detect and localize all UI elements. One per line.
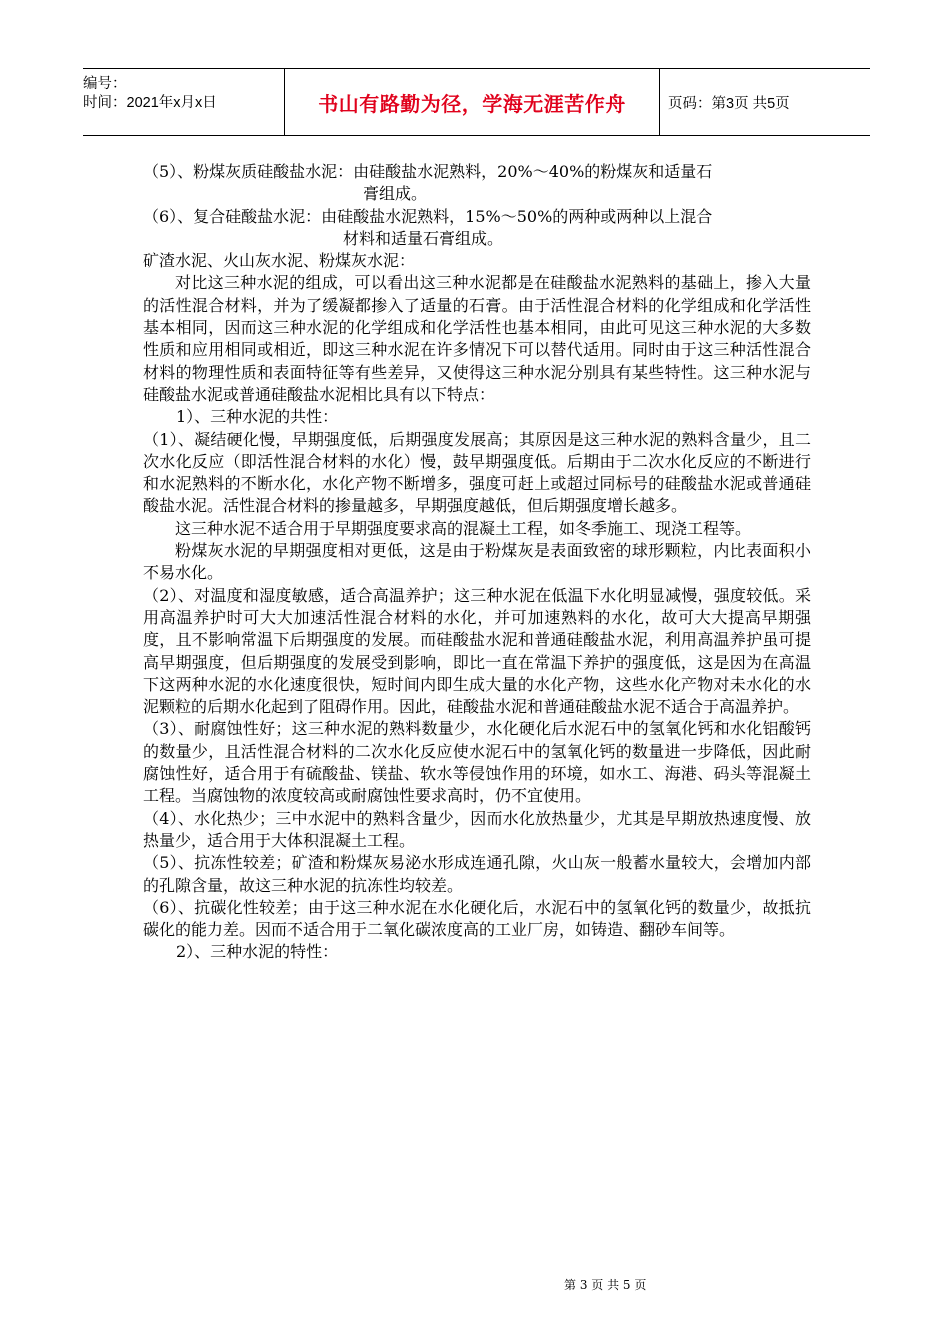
paragraph-item-6-line2: 材料和适量石膏组成。 bbox=[343, 228, 504, 248]
header-motto: 书山有路勤为径，学海无涯苦作舟 bbox=[285, 69, 660, 135]
document-date-label: 时间：2021年x月x日 bbox=[83, 95, 217, 111]
paragraph-intro: 对比这三种水泥的组成，可以看出这三种水泥都是在硅酸盐水泥熟料的基础上，掺入大量的活性混合材料，并为了缓凝都掺入了适量的石膏。由于活性混合材料的化学组成和化学活性基本相同，因而这三种水泥的化学组成和化学活性也基本相同，由此可见这三种水泥的大多数性质和应用相同或相近，即这三种水泥在许多情况下可以替代适用。同时由于这三种活性混合材料的物理性质和表面特征等有些差异，又使得这三种水泥分别具有某些特性。这三种水泥与硅酸盐水泥或普通硅酸盐水泥相比具有以下特点： bbox=[143, 273, 811, 404]
paragraph-trait-1-flyash: 粉煤灰水泥的早期强度相对更低，这是由于粉煤灰是表面致密的球形颗粒，内比表面积小不易水化。 bbox=[143, 541, 811, 583]
paragraph-item-6-line1: （6）、复合硅酸盐水泥：由硅酸盐水泥熟料，15%～50%的两种或两种以上混合 bbox=[143, 206, 713, 226]
paragraph-trait-1: （1）、凝结硬化慢，早期强度低，后期强度发展高；其原因是这三种水泥的熟料含量少，且二次水化反应（即活性混合材料的水化）慢，鼓早期强度低。后期由于二次水化反应的不断进行和水泥熟料的不断水化，水化产物不断增多，强度可赶上或超过同标号的硅酸盐水泥或普通硅酸盐水泥。活性混合材料的掺量越多，早期强度越低，但后期强度增长越多。 bbox=[143, 429, 811, 516]
section-heading: 矿渣水泥、火山灰水泥、粉煤灰水泥： bbox=[143, 251, 416, 271]
paragraph-trait-5: （5）、抗冻性较差；矿渣和粉煤灰易泌水形成连通孔隙，火山灰一般蓄水量较大，会增加内部的孔隙含量，故这三种水泥的抗冻性均较差。 bbox=[143, 853, 811, 895]
header-page-number: 页码：第3页 共5页 bbox=[668, 95, 790, 112]
paragraph-trait-1-note: 这三种水泥不适合用于早期强度要求高的混凝土工程，如冬季施工、现浇工程等。 bbox=[175, 518, 752, 538]
paragraph-trait-2: （2）、对温度和湿度敏感，适合高温养护；这三种水泥在低温下水化明显减慢，强度较低。采用高温养护时可大大加速活性混合材料的水化，并可加速熟料的水化，故可大大提高早期强度，且不影响常温下后期强度的发展。而硅酸盐水泥和普通硅酸盐水泥，利用高温养护虽可提高早期强度，但后期强度的发展受到影响，即比一直在常温下养护的强度低，这是因为在高温下这两种水泥的水化速度很快，短时间内即生成大量的水化产物，这些水化产物对未水化的水泥颗粒的后期水化起到了阻碍作用。因此，硅酸盐水泥和普通硅酸盐水泥不适合于高温养护。 bbox=[143, 585, 811, 717]
subheading-common-traits: 1）、三种水泥的共性： bbox=[176, 407, 339, 427]
paragraph-item-5-line2: 膏组成。 bbox=[363, 184, 428, 204]
subheading-specific-traits: 2）、三种水泥的特性： bbox=[176, 942, 339, 962]
footer-page-number: 第 3 页 共 5 页 bbox=[564, 1278, 647, 1292]
page-header bbox=[83, 68, 870, 136]
document-body bbox=[143, 161, 811, 964]
paragraph-trait-6: （6）、抗碳化性较差；由于这三种水泥在水化硬化后，水泥石中的氢氧化钙的数量少，故抵抗碳化的能力差。因而不适合用于二氧化碳浓度高的工业厂房，如铸造、翻砂车间等。 bbox=[143, 897, 811, 940]
paragraph-item-5-line1: （5）、粉煤灰质硅酸盐水泥：由硅酸盐水泥熟料，20%～40%的粉煤灰和适量石 bbox=[143, 162, 713, 181]
header-info-cell bbox=[83, 69, 285, 135]
paragraph-trait-4: （4）、水化热少；三中水泥中的熟料含量少，因而水化放热量少，尤其是早期放热速度慢、放热量少，适合用于大体积混凝土工程。 bbox=[143, 808, 811, 850]
document-number-label: 编号： bbox=[83, 76, 127, 92]
paragraph-trait-3: （3）、耐腐蚀性好；这三种水泥的熟料数量少，水化硬化后水泥石中的氢氧化钙和水化铝酸钙的数量少，且活性混合材料的二次水化反应使水泥石中的氢氧化钙的数量进一步降低，因此耐腐蚀性好，适合用于有硫酸盐、镁盐、软水等侵蚀作用的环境，如水工、海港、码头等混凝土工程。当腐蚀物的浓度较高或耐腐蚀性要求高时，仍不宜使用。 bbox=[143, 719, 811, 806]
